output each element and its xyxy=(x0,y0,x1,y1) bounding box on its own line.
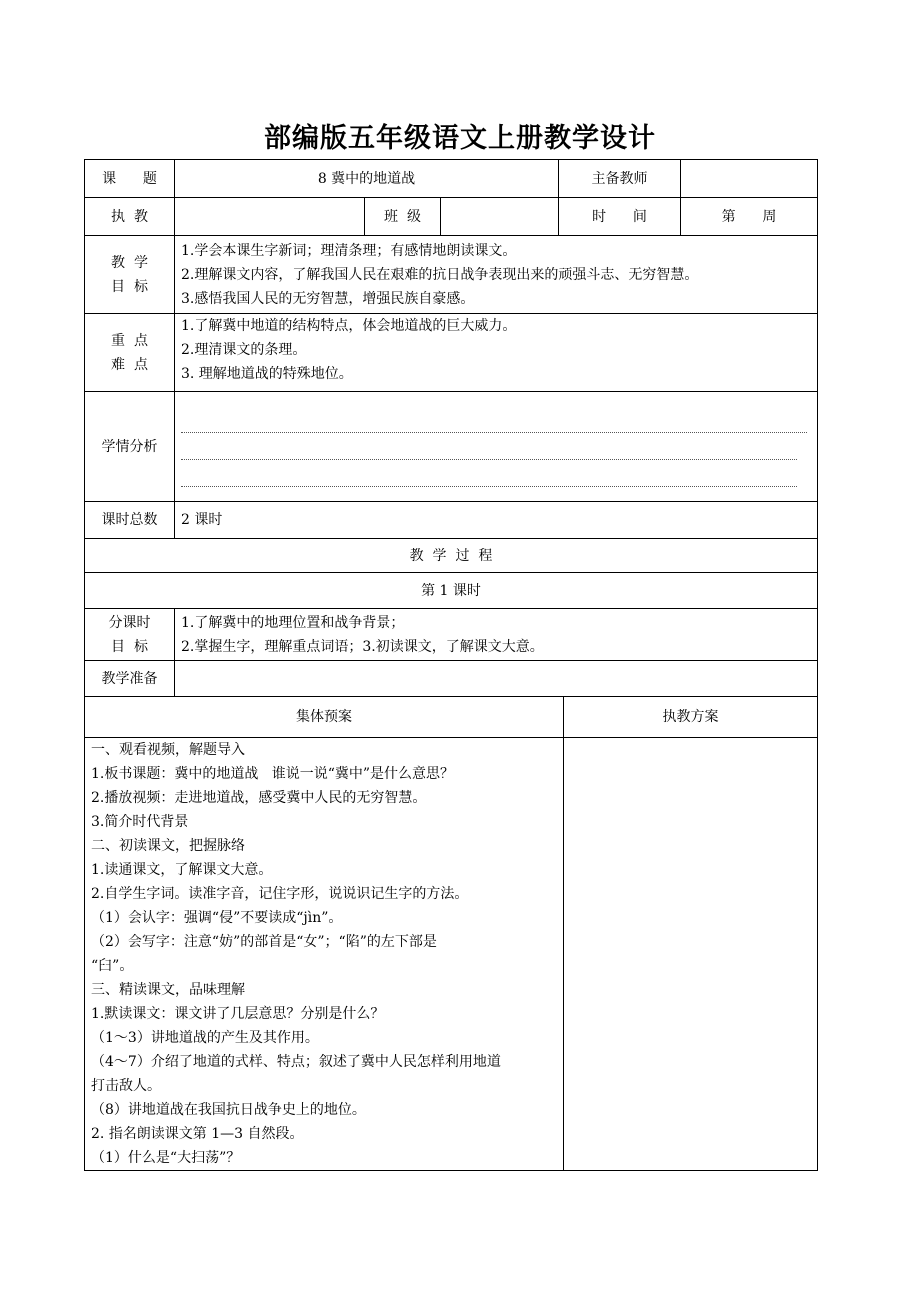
period-goals-label-line2: 目 标 xyxy=(111,638,148,655)
header-table xyxy=(84,159,818,236)
lesson-value: 8 冀中的地道战 xyxy=(175,160,559,198)
class-value xyxy=(441,198,559,236)
analysis-dotted-line xyxy=(181,433,797,460)
plan-line: （2）会写字：注意“妨”的部首是“女”；“陷”的左下部是 xyxy=(91,934,437,950)
period-goal-item: 1.了解冀中的地理位置和战争背景； xyxy=(181,614,405,631)
keypoints-label-line1: 重 点 xyxy=(111,332,148,349)
plan-line: （1～3）讲地道战的产生及其作用。 xyxy=(91,1030,319,1046)
week-label: 第 周 xyxy=(681,198,818,236)
exec-plan-content xyxy=(564,738,818,1171)
plan-line: 1.读通课文，了解课文大意。 xyxy=(91,862,273,878)
prep-value xyxy=(175,661,818,697)
plan-line: （1）什么是“大扫荡”？ xyxy=(91,1150,241,1166)
exec-plan-heading: 执教方案 xyxy=(564,697,818,738)
plan-line: 1.默读课文：课文讲了几层意思？分别是什么？ xyxy=(91,1006,385,1022)
goal-item: 3.感悟我国人民的无穷智慧，增强民族自豪感。 xyxy=(181,290,475,307)
analysis-dotted-line xyxy=(181,460,797,487)
plan-line: 1.板书课题：冀中的地道战 谁说一说“冀中”是什么意思？ xyxy=(91,766,455,782)
hours-value: 2 课时 xyxy=(175,502,818,539)
keypoint-item: 2.理清课文的条理。 xyxy=(181,342,307,358)
goals-label-line1: 教 学 xyxy=(111,254,148,271)
keypoints-content xyxy=(175,314,818,392)
prep-label: 教学准备 xyxy=(85,661,175,697)
keypoints-label-line2: 难 点 xyxy=(111,356,148,373)
goal-item: 1.学会本课生字新词；理清条理；有感情地朗读课文。 xyxy=(181,242,517,259)
hours-label: 课时总数 xyxy=(85,502,175,539)
class-label: 班 级 xyxy=(365,198,441,236)
lesson-plan-sheet xyxy=(84,159,817,1171)
plan-line: 三、精读课文，品味理解 xyxy=(91,982,245,998)
keypoint-item: 3. 理解地道战的特殊地位。 xyxy=(181,366,353,382)
plan-table xyxy=(84,696,818,1171)
keypoint-item: 1.了解冀中地道的结构特点，体会地道战的巨大威力。 xyxy=(181,318,517,334)
period-goal-item: 2.掌握生字，理解重点词语；3.初读课文，了解课文大意。 xyxy=(181,638,544,655)
goal-item: 2.理解课文内容，了解我国人民在艰难的抗日战争表现出来的顽强斗志、无穷智慧。 xyxy=(181,266,699,283)
collective-plan-heading: 集体预案 xyxy=(85,697,564,738)
plan-line: （8）讲地道战在我国抗日战争史上的地位。 xyxy=(91,1102,366,1118)
plan-line: 打击敌人。 xyxy=(91,1078,161,1094)
collective-plan-content xyxy=(85,738,564,1171)
exec-label: 执 教 xyxy=(85,198,175,236)
goals-content xyxy=(175,236,818,314)
plan-line: “臼”。 xyxy=(91,958,134,974)
teacher-value xyxy=(681,160,818,198)
main-table xyxy=(84,235,818,697)
analysis-dotted-line xyxy=(181,406,807,433)
goals-label xyxy=(85,236,175,314)
plan-line: （1）会认字：强调“侵”不要读成“jìn”。 xyxy=(91,910,343,926)
process-heading: 教 学 过 程 xyxy=(85,539,818,573)
plan-line: 2.自学生字词。读准字音，记住字形，说说识记生字的方法。 xyxy=(91,886,469,902)
plan-line: 3.简介时代背景 xyxy=(91,814,189,830)
plan-line: 二、初读课文，把握脉络 xyxy=(91,838,245,854)
period-goals-content xyxy=(175,609,818,661)
goals-label-line2: 目 标 xyxy=(111,278,148,295)
analysis-label: 学情分析 xyxy=(85,392,175,502)
keypoints-label xyxy=(85,314,175,392)
exec-value xyxy=(175,198,365,236)
plan-line: 一、观看视频，解题导入 xyxy=(91,742,245,758)
plan-line: 2.播放视频：走进地道战，感受冀中人民的无穷智慧。 xyxy=(91,790,427,806)
analysis-content xyxy=(175,392,818,502)
plan-line: 2. 指名朗读课文第 1—3 自然段。 xyxy=(91,1126,304,1142)
teacher-label: 主备教师 xyxy=(559,160,681,198)
lesson-label: 课 题 xyxy=(85,160,175,198)
time-label: 时 间 xyxy=(559,198,681,236)
period-goals-label-line1: 分课时 xyxy=(108,614,151,631)
period-goals-label xyxy=(85,609,175,661)
plan-line: （4～7）介绍了地道的式样、特点；叙述了冀中人民怎样利用地道 xyxy=(91,1054,501,1070)
page-title: 部编版五年级语文上册教学设计 xyxy=(264,123,656,154)
period-heading: 第 1 课时 xyxy=(85,573,818,609)
